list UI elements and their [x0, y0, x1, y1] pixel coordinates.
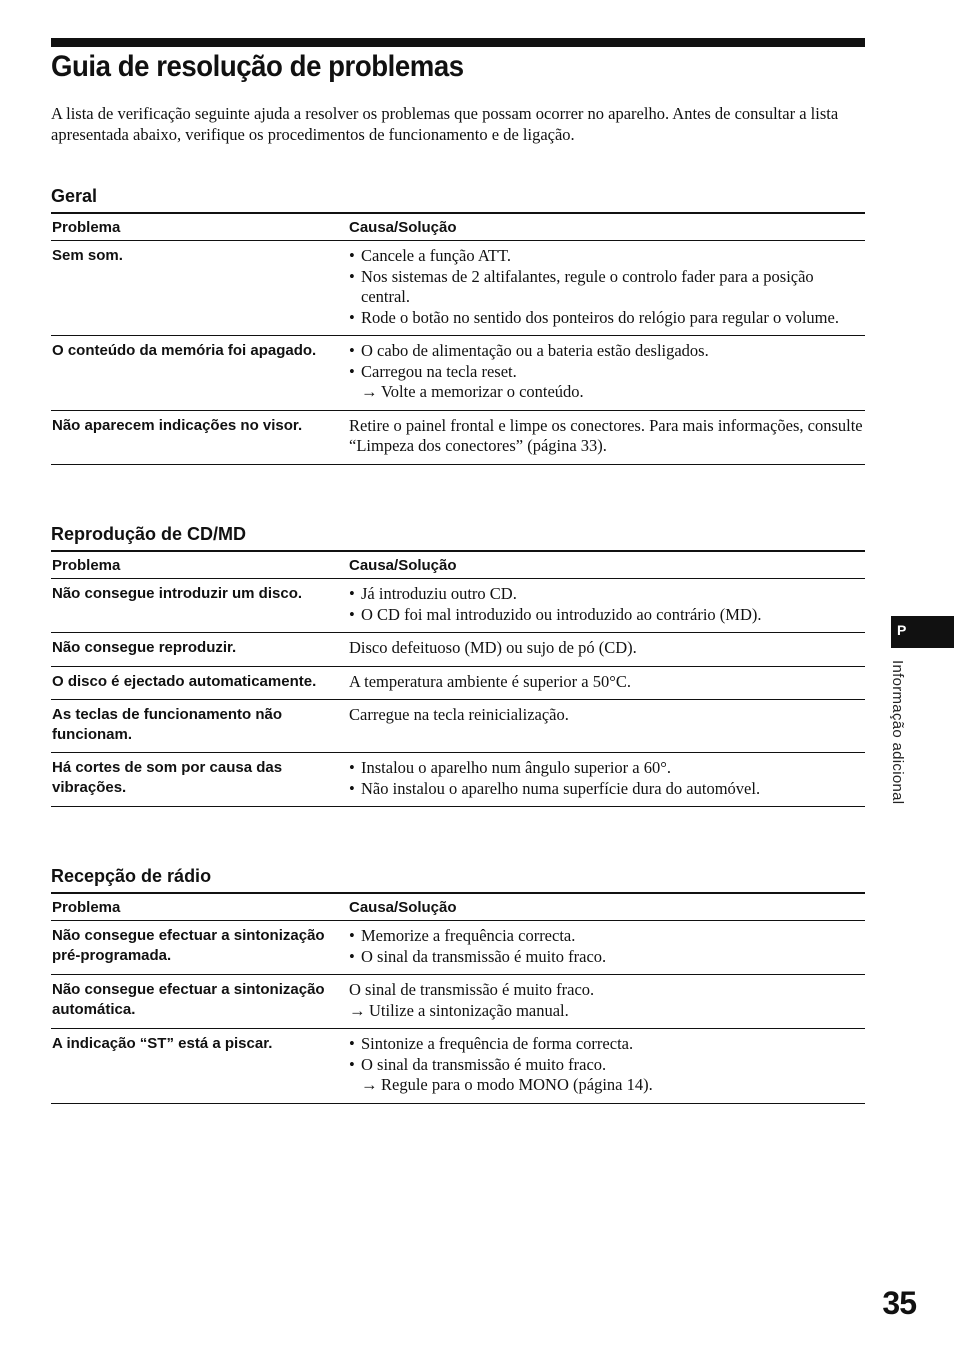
table-row — [51, 241, 865, 336]
bullet-item: • Carregou na tecla reset. — [349, 362, 865, 383]
problem-cell: Há cortes de som por causa das vibrações. — [51, 753, 348, 807]
column-header-problem: Problema — [51, 213, 348, 241]
solution-text: O sinal de transmissão é muito fraco. — [349, 980, 595, 999]
page-title: Guia de resolução de problemas — [51, 50, 464, 83]
table-row — [51, 921, 865, 975]
intro-paragraph: A lista de verificação seguinte ajuda a resolver os problemas que possam ocorrer no aparelho. Antes de consultar a lista apresentada abaixo, verifique os procedimentos de funcionamento e de ligação. — [51, 104, 839, 144]
table-row — [51, 666, 865, 700]
arrow-item: → Volte a memorizar o conteúdo. — [361, 382, 584, 401]
bullet-item: • Memorize a frequência correcta. — [349, 926, 865, 947]
column-header-solution: Causa/Solução — [348, 213, 865, 241]
problem-cell: Não consegue efectuar a sintonização automática. — [51, 975, 348, 1029]
problem-cell: O disco é ejectado automaticamente. — [51, 666, 348, 700]
bullet-item: • Cancele a função ATT. — [349, 246, 865, 267]
problem-cell: Não aparecem indicações no visor. — [51, 410, 348, 464]
problem-cell: A indicação “ST” está a piscar. — [51, 1029, 348, 1104]
table-row — [51, 975, 865, 1029]
bullet-item: • Instalou o aparelho num ângulo superior a 60°. — [349, 758, 865, 779]
table-row — [51, 1029, 865, 1104]
bullet-item: • O sinal da transmissão é muito fraco. — [349, 1055, 865, 1076]
arrow-right-icon: → — [349, 1000, 366, 1020]
table-row — [51, 700, 865, 753]
solution-cell — [348, 975, 865, 1029]
arrow-item: → Regule para o modo MONO (página 14). — [361, 1075, 653, 1094]
language-tab — [891, 616, 954, 648]
arrow-right-icon: → — [361, 1075, 378, 1094]
table-header-row — [51, 893, 865, 921]
problem-cell: As teclas de funcionamento não funcionam. — [51, 700, 348, 753]
column-header-solution: Causa/Solução — [348, 893, 865, 921]
solution-cell — [348, 336, 865, 411]
column-header-solution: Causa/Solução — [348, 551, 865, 579]
language-tab-label: P — [897, 622, 907, 638]
table-header-row — [51, 551, 865, 579]
table-row — [51, 336, 865, 411]
problem-cell: Sem som. — [51, 241, 348, 336]
page-number: 35 — [882, 1285, 916, 1321]
table-row — [51, 753, 865, 807]
section-geral — [51, 186, 865, 465]
table-header-row — [51, 213, 865, 241]
solution-cell: A temperatura ambiente é superior a 50°C. — [348, 666, 865, 700]
bullet-item: • O sinal da transmissão é muito fraco. — [349, 947, 865, 968]
section-radio — [51, 866, 865, 1104]
title-rule — [51, 38, 865, 47]
solution-cell — [348, 241, 865, 336]
solution-cell — [348, 753, 865, 807]
table-row — [51, 633, 865, 667]
solution-cell: Retire o painel frontal e limpe os conectores. Para mais informações, consulte “Limpeza dos conectores” (página 33). — [348, 410, 865, 464]
troubleshooting-table — [51, 892, 865, 1104]
side-section-label: Informação adicional — [889, 660, 906, 805]
solution-cell: Disco defeituoso (MD) ou sujo de pó (CD). — [348, 633, 865, 667]
bullet-item: • Já introduziu outro CD. — [349, 584, 865, 605]
problem-cell: O conteúdo da memória foi apagado. — [51, 336, 348, 411]
solution-cell — [348, 1029, 865, 1104]
troubleshooting-table — [51, 550, 865, 807]
table-row — [51, 579, 865, 633]
solution-cell — [348, 579, 865, 633]
section-heading: Reprodução de CD/MD — [51, 524, 247, 544]
problem-cell: Não consegue reproduzir. — [51, 633, 348, 667]
bullet-item: • Rode o botão no sentido dos ponteiros do relógio para regular o volume. — [349, 308, 865, 329]
section-heading: Geral — [51, 186, 98, 206]
problem-cell: Não consegue introduzir um disco. — [51, 579, 348, 633]
table-row — [51, 410, 865, 464]
troubleshooting-table — [51, 212, 865, 465]
arrow-item: → Utilize a sintonização manual. — [349, 1000, 569, 1020]
column-header-problem: Problema — [51, 893, 348, 921]
section-heading: Recepção de rádio — [51, 866, 212, 886]
column-header-problem: Problema — [51, 551, 348, 579]
bullet-item: • O CD foi mal introduzido ou introduzido ao contrário (MD). — [349, 605, 865, 626]
bullet-item: • Não instalou o aparelho numa superfície dura do automóvel. — [349, 779, 865, 800]
solution-cell: Carregue na tecla reinicialização. — [348, 700, 865, 753]
section-cd-md — [51, 524, 865, 807]
solution-cell — [348, 921, 865, 975]
bullet-item: • Nos sistemas de 2 altifalantes, regule o controlo fader para a posição central. — [349, 267, 865, 308]
arrow-right-icon: → — [361, 382, 378, 401]
problem-cell: Não consegue efectuar a sintonização pré-programada. — [51, 921, 348, 975]
bullet-item: • Sintonize a frequência de forma correcta. — [349, 1034, 865, 1055]
bullet-item: • O cabo de alimentação ou a bateria estão desligados. — [349, 341, 865, 362]
